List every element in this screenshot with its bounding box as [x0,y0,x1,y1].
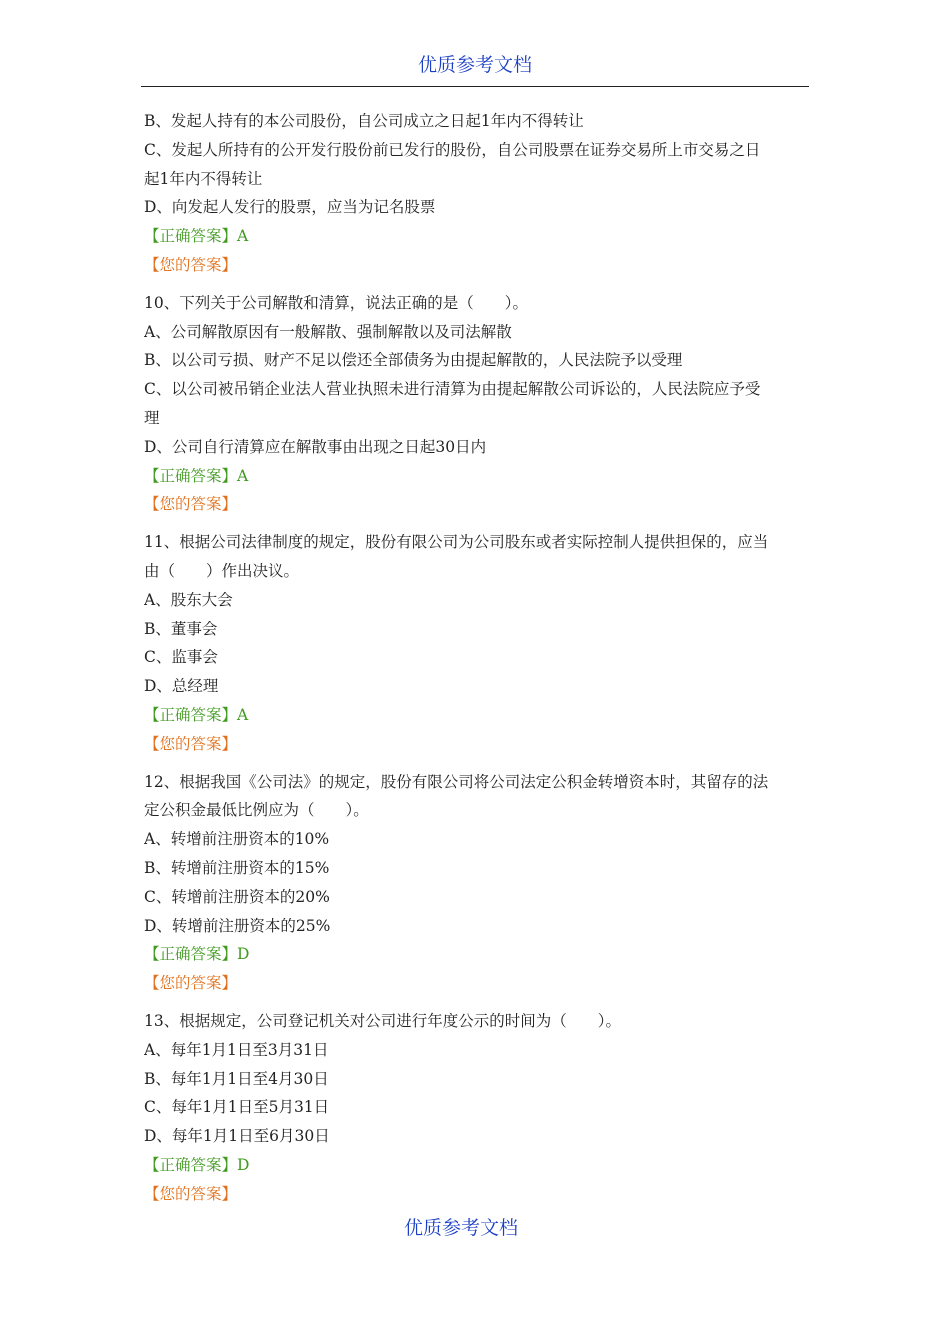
q11-option-a: A、股东大会 [144,590,233,609]
q9-your-answer: 【您的答案】 [144,255,238,274]
q9-option-b: B、发起人持有的本公司股份，自公司成立之日起1年内不得转让 [144,112,584,130]
q10-correct-answer: 【正确答案】A [144,466,249,485]
q11-stem-line1: 11、根据公司法律制度的规定，股份有限公司为公司股东或者实际控制人提供担保的，应当 [144,533,769,552]
q12-stem-line2: 定公积金最低比例应为（ ）。 [144,801,369,820]
q12-option-a: A、转增前注册资本的10% [144,830,330,849]
header-divider [141,86,809,87]
q9-correct-answer: 【正确答案】A [144,227,249,246]
q10-option-b: B、以公司亏损、财产不足以偿还全部债务为由提起解散的，人民法院予以受理 [144,351,683,370]
q11-stem-line2: 由（ ）作出决议。 [144,561,300,580]
q9-option-c-line1: C、发起人所持有的公开发行股份前已发行的股份，自公司股票在证券交易所上市交易之日 [144,140,761,159]
q13-option-c: C、每年1月1日至5月31日 [144,1098,330,1117]
question-11 [144,528,824,758]
question-10 [144,289,824,519]
q9-option-c-line2: 起1年内不得转让 [144,169,263,188]
q13-your-answer: 【您的答案】 [144,1184,238,1203]
q10-stem: 10、下列关于公司解散和清算，说法正确的是（ ）。 [144,293,528,312]
q12-correct-answer: 【正确答案】D [144,945,250,964]
q10-your-answer: 【您的答案】 [144,495,238,514]
q12-option-d: D、转增前注册资本的25% [144,916,331,935]
q10-option-c-line2: 理 [144,408,160,427]
q11-option-d: D、总经理 [144,677,219,696]
q11-option-c: C、监事会 [144,648,218,667]
q11-correct-answer: 【正确答案】A [144,705,249,724]
q10-option-d: D、公司自行清算应在解散事由出现之日起30日内 [144,437,487,456]
document-body [144,107,824,1208]
q11-option-b: B、董事会 [144,619,218,638]
q9-option-d: D、向发起人发行的股票，应当为记名股票 [144,198,436,217]
q13-stem: 13、根据规定，公司登记机关对公司进行年度公示的时间为（ ）。 [144,1011,621,1030]
q10-option-a: A、公司解散原因有一般解散、强制解散以及司法解散 [144,322,512,341]
page-header-title: 优质参考文档 [417,54,532,76]
question-9-continued [144,107,824,280]
q12-option-c: C、转增前注册资本的20% [144,887,330,906]
q13-option-d: D、每年1月1日至6月30日 [144,1127,330,1146]
q13-option-b: B、每年1月1日至4月30日 [144,1069,329,1088]
question-12 [144,768,824,998]
page-footer-title: 优质参考文档 [403,1217,518,1239]
q12-your-answer: 【您的答案】 [144,974,238,993]
q12-stem-line1: 12、根据我国《公司法》的规定，股份有限公司将公司法定公积金转增资本时，其留存的法 [144,772,769,791]
q13-option-a: A、每年1月1日至3月31日 [144,1040,329,1059]
question-13 [144,1007,824,1209]
q10-option-c-line1: C、以公司被吊销企业法人营业执照未进行清算为由提起解散公司诉讼的，人民法院应予受 [144,380,761,399]
q13-correct-answer: 【正确答案】D [144,1155,250,1174]
q11-your-answer: 【您的答案】 [144,734,238,753]
q12-option-b: B、转增前注册资本的15% [144,858,330,877]
